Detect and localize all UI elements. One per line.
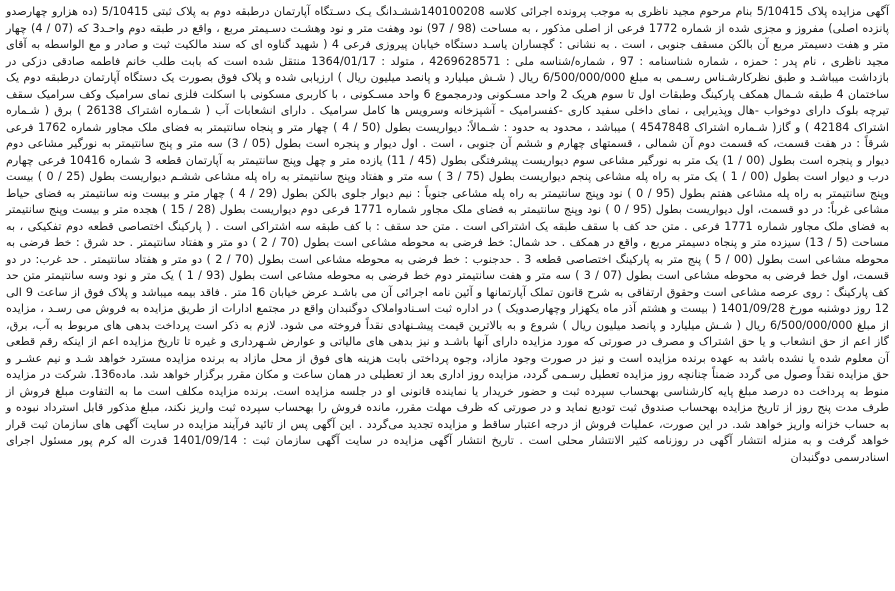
notice-body-text: آگهی مزایده پلاک 5/10415 بنام مرحوم مجید ناظری به موجب پرونده اجرائی کلاسه 140100208ششـدانگ یـک دسـتگاه آپارتمان درطبقه دوم به پلاک ثبتی 5/10415 (ده هزارو چهارصدو پانزده اصلی) مفروز و مجزی شده از شماره 1772 فرعی از اصلی مذکور ، به مساحت (98 / 97) نود وهفت متر و نود وهشـت دسـیمتر مربع ، واقع در طبقه دوم واحـد3 که (07 / 4) چهار متر و هفت دسیمتر مربع آن بالکن مسقف جنوبی ، است . به نشانی : گچساران یاسـد دستگاه خیابان پیروزی فرعی 4 ( شهید گناوه ای که سند مالکیت ثبت و صادر و مع الواسطه به آقای مجید ناظری ، نام پدر : حمزه ، شماره شناسنامه : 97 ، شماره/شناسه ملی : 4269628571 ، متولد : 1364/01/17 منتقل شده است که بابت طلب خانم فاطمه صادقی دزکی در بازداشت میباشـد و طبق نظرکارشـناس رسـمی به مبلغ 6/500/000/000 ریال ( شـش میلیارد و پانصد میلیون ریال ) ارزیابی شده و پلاک فوق بصورت یک دستگاه آپارتمان درطبقه دوم یک ساختمان 4 طبقه شـمال همکف پارکینگ وطبقات اول تا سوم هریک 2 واحد مسـکونی ودرمجموع 6 واحد مسـکونی ، با کاربری مسکونی با اسکلت فلزی نمای سرامیک وکف سرامیک سقف تیرچه بلوک دارای دوخواب -هال وپذیرایی ، نمای داخلی سفید کاری -کفسرامیک - آشپزخانه وسرویس ها کامل سرامیک . دارای انشعابات آب ( شـماره اشتراک 26138 ) برق ( شـماره اشتراک 42184 ) و گاز( شـماره اشتراک 4547848 ) میباشد ، محدود به حدود : شـمالاً: دیواریست بطول (50 / 4 ) چهار متر و پنجاه سانتیمتر به فضای ملک مجاور شماره 1762 فرعی شرقاً : در هفت قسمت، که قسمت دوم آن شمالی ، قسمتهای چهارم و ششم آن جنوبی ، است . اول دیوار و پنجره است بطول (05 / 3) سه متر و پنج سانتیمتر به نورگیر مشاعی دوم دیوار و پنجره است بطول (00 / 1) یک متر به نورگیر مشاعی سوم دیواریست پیشرفتگی بطول (45 / 11) یازده متر و چهل وپنج سانتیمتر به آپارتمان قطعه 3 شماره 10416 فرعی چهارم درب و دیوار است بطول (00 / 1 ) یک متر به راه پله مشاعی پنجم دیواریست بطول (75 / 3 ) سه متر و هفتاد وپنج سانتیمتر به راه پله مشاعی ششـم دیواریست بطول (25 / 0 ) بیست وپنج سانتیمتر به راه پله مشاعی هفتم بطول (95 / 0 ) نود وپنج سانتیمتر به راه پله مشاعی جنوباً : نیم دیوار جلوی بالکن بطول (29 / 4 ) چهار متر و بیست ونه سانتیمتر به فضای حیاط مشاعی غرباً: در دو قسمت، اول دیواریست بطول (95 / 0 ) نود وپنج سانتیمتر به فضای ملک مجاور شماره 1771 فرعی دوم دیواریست بطول (28 / 15 ) هجده متر و بیست وپنج سانتیمتر به فضای ملک مجاور شماره 1771 فرعی . متن حد کف با سقف طبقه یک اشتراکی است . متن حد سقف : با کف طبقه سه اشتراکی است . ( پارکینگ اختصاصی قطعه دوم تفکیکی ، به مساحت (5 / 13) سیزده متر و پنجاه دسیمتر مربع ، واقع در همکف . حد شمال: خط فرضی به محوطه مشاعی است بطول (70 / 2 ) دو متر و هفتاد سانتیمتر . حد شرق : خط فرضی به محوطه مشاعی است بطول (00 / 5 ) پنج متر به پارکینگ اختصاصی قطعه 3 . حدجنوب : خط فرضی به محوطه مشاعی است بطول (70 / 2 ) دو متر و هفتاد سانتیمتر . حد غرب: در دو قسمت، اول خط فرضی به محوطه مشاعی است بطول (07 / 3 ) سه متر و هفت سانتیمتر دوم خط فرضی به محوطه مشاعی است بطول (93 / 1 ) یک متر و نود وسه سانتیمتر متن حد کف پارکینگ : روی عرصه مشاعی است وحقوق ارتفاقی به شرح قانون تملک آپارتمانها و آئین نامه اجرائی آن می باشـد عرض خیابان 16 متر . فاقد بیمه میباشد و پلاک فوق از ساعت 9 الی 12 روز دوشنبه مورخ 1401/09/28 ( بیست و هشتم آذر ماه یکهزار وچهارصدویک ) در اداره ثبت اسـنادواملاک دوگنبدان واقع در مجتمع ادارات از طریق مزایده به فروش می رسـد ، مزایده از مبلغ 6/500/000/000 ریال ( شـش میلیارد و پانصد میلیون ریال ) شروع و به بالاترین قیمت پیشـنهادی نقداً فروخته می شود. لازم به ذکر است پرداخت بدهی های مربوط به آب، برق، گاز اعم از حق انشعاب و یا حق اشتراک و مصرف در صورتی که مورد مزایده دارای آنها باشـد و نیز بدهی های مالیاتی و عوارض شـهرداری و غیره تا تاریخ مزایده اعم از اینکه رقم قطعی آن معلوم شده یا نشده باشد به عهده برنده مزایده است و نیز در صورت وجود مازاد، وجوه پرداختی بابت هزینه های فوق از محل مازاد به برنده مزایده مسترد خواهد شـد و نیم عشـر و حق مزایده نقداً وصول می گردد ضمناً چنانچه روز مزایده تعطیل رسـمی گردد، مزایده روز اداری بعد از تعطیلی در همان ساعت و مکان مقرر برگزار خواهد شد. ماده136. شرکت در مزایده منوط به پرداخت ده درصد مبلغ پایه کارشناسی بهحساب سپرده ثبت و حضور خریدار یا نماینده قانونی او در جلسه مزایده است. برنده مزایده مکلف است ما به التفاوت مبلغ فروش از طرف مدت پنج روز از تاریخ مزایده بهحساب صندوق ثبت تودیع نماید و در صورتی که ظرف مهلت مقرر، مانده فروش را بهحساب سپرده ثبت واریز نکند، مبلغ مذکور قابل استرداد نبوده و به حساب خزانه واریز خواهد شد. در این صورت، عملیات فروش از درجه اعتبار ساقط و مزایده تجدید می‌گردد . این آگهی پس از تائید فرآیند مزایده در سایت آگهی های سازمان ثبت قرار خواهد گرفت و به منزله انتشار آگهی در روزنامه کثیر الانتشار محلی است . تاریخ انتشار آگهی مزایده در سایت آگهی سازمان ثبت : 1401/09/14 قدرت اله کرم پور مسئول اجرای اسنادرسمی دوگنبدان [6,5,890,464]
